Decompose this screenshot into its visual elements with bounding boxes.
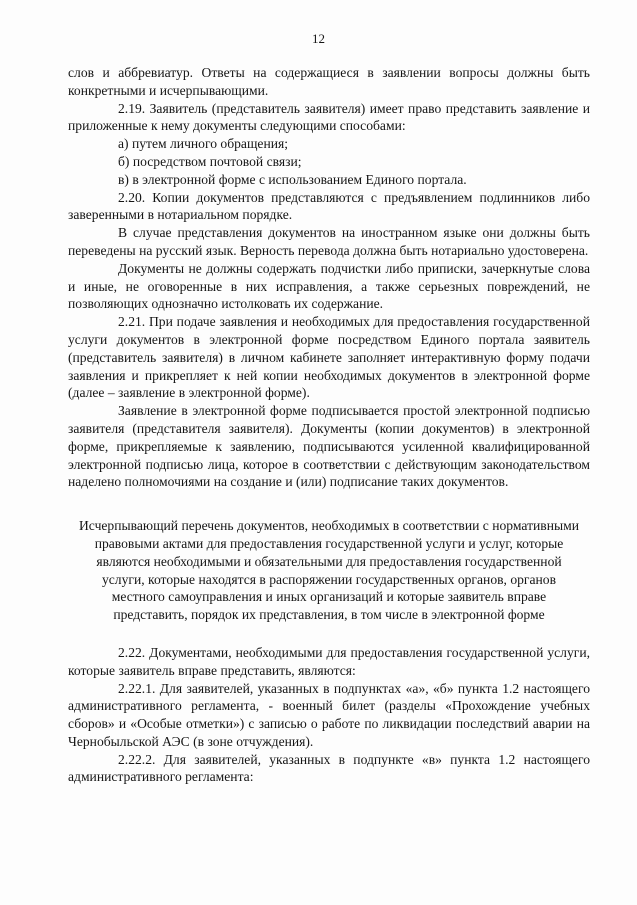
paragraph-2-22-2: 2.22.2. Для заявителей, указанных в подпункте «в» пункта 1.2 настоящего административного регламента: — [68, 751, 590, 785]
paragraph-2-20-corrections: Документы не должны содержать подчистки либо приписки, зачеркнутые слова и иные, не оговоренные в них исправления, а также серьезных повреждений, не позволяющих однозначно истолковать их содержание. — [68, 260, 590, 312]
paragraph-2-22: 2.22. Документами, необходимыми для предоставления государственной услуги, которые заявитель вправе представить, являются: — [68, 644, 590, 678]
paragraph-2-21: 2.21. При подаче заявления и необходимых для предоставления государственной услуги документов в электронной форме посредством Единого портала заявитель (представитель заявителя) в личном кабинете заполняет интерактивную форму подачи заявления и прикрепляет к ней копии необходимых документов в электронной форме (далее – заявление в электронной форме). — [68, 314, 590, 401]
list-item-v: в) в электронной форме с использованием Единого портала. — [118, 171, 467, 187]
list-item-a: а) путем личного обращения; — [118, 136, 289, 152]
paragraph-2-20: 2.20. Копии документов представляются с предъявлением подлинников либо заверенными в нотариальном порядке. — [68, 189, 590, 223]
paragraph-2-22-1: 2.22.1. Для заявителей, указанных в подпунктах «а», «б» пункта 1.2 настоящего административного регламента, - военный билет (разделы «Прохождение учебных сборов» и «Особые отметки») с записью о работе по ликвидации последствий аварии на Чернобыльской АЭС (в зоне отчуждения). — [68, 680, 590, 749]
document-body — [68, 64, 590, 786]
paragraph-2-19: 2.19. Заявитель (представитель заявителя) имеет право представить заявление и приложенные к нему документы следующими способами: — [68, 100, 590, 134]
section-heading: Исчерпывающий перечень документов, необходимых в соответствии с нормативными правовыми актами для предоставления государственной услуги и услуг, которые являются необходимыми и обязательными для предоставления государственной услуги, которые находятся в распоряжении государственных органов, органов местного самоуправления и иных организаций и которые заявитель вправе представить, порядок их представления, в том числе в электронной форме — [78, 518, 579, 623]
list-item-b: б) посредством почтовой связи; — [118, 153, 302, 169]
paragraph-2-20-foreign-language: В случае представления документов на иностранном языке они должны быть переведены на русский язык. Верность перевода должна быть нотариально удостоверена. — [68, 225, 590, 258]
paragraph-continuation: слов и аббревиатур. Ответы на содержащиеся в заявлении вопросы должны быть конкретными и исчерпывающими. — [68, 65, 590, 98]
page-number: 12 — [312, 31, 325, 46]
paragraph-2-21-signature: Заявление в электронной форме подписывается простой электронной подписью заявителя (представителя заявителя). Документы (копии документов) в электронной форме, прикрепляемые к заявлению, подписываются усиленной квалифицированной электронной подписью лица, которое в соответствии с действующим законодательством наделено полномочиями на создание и (или) подписание таких документов. — [68, 403, 590, 490]
